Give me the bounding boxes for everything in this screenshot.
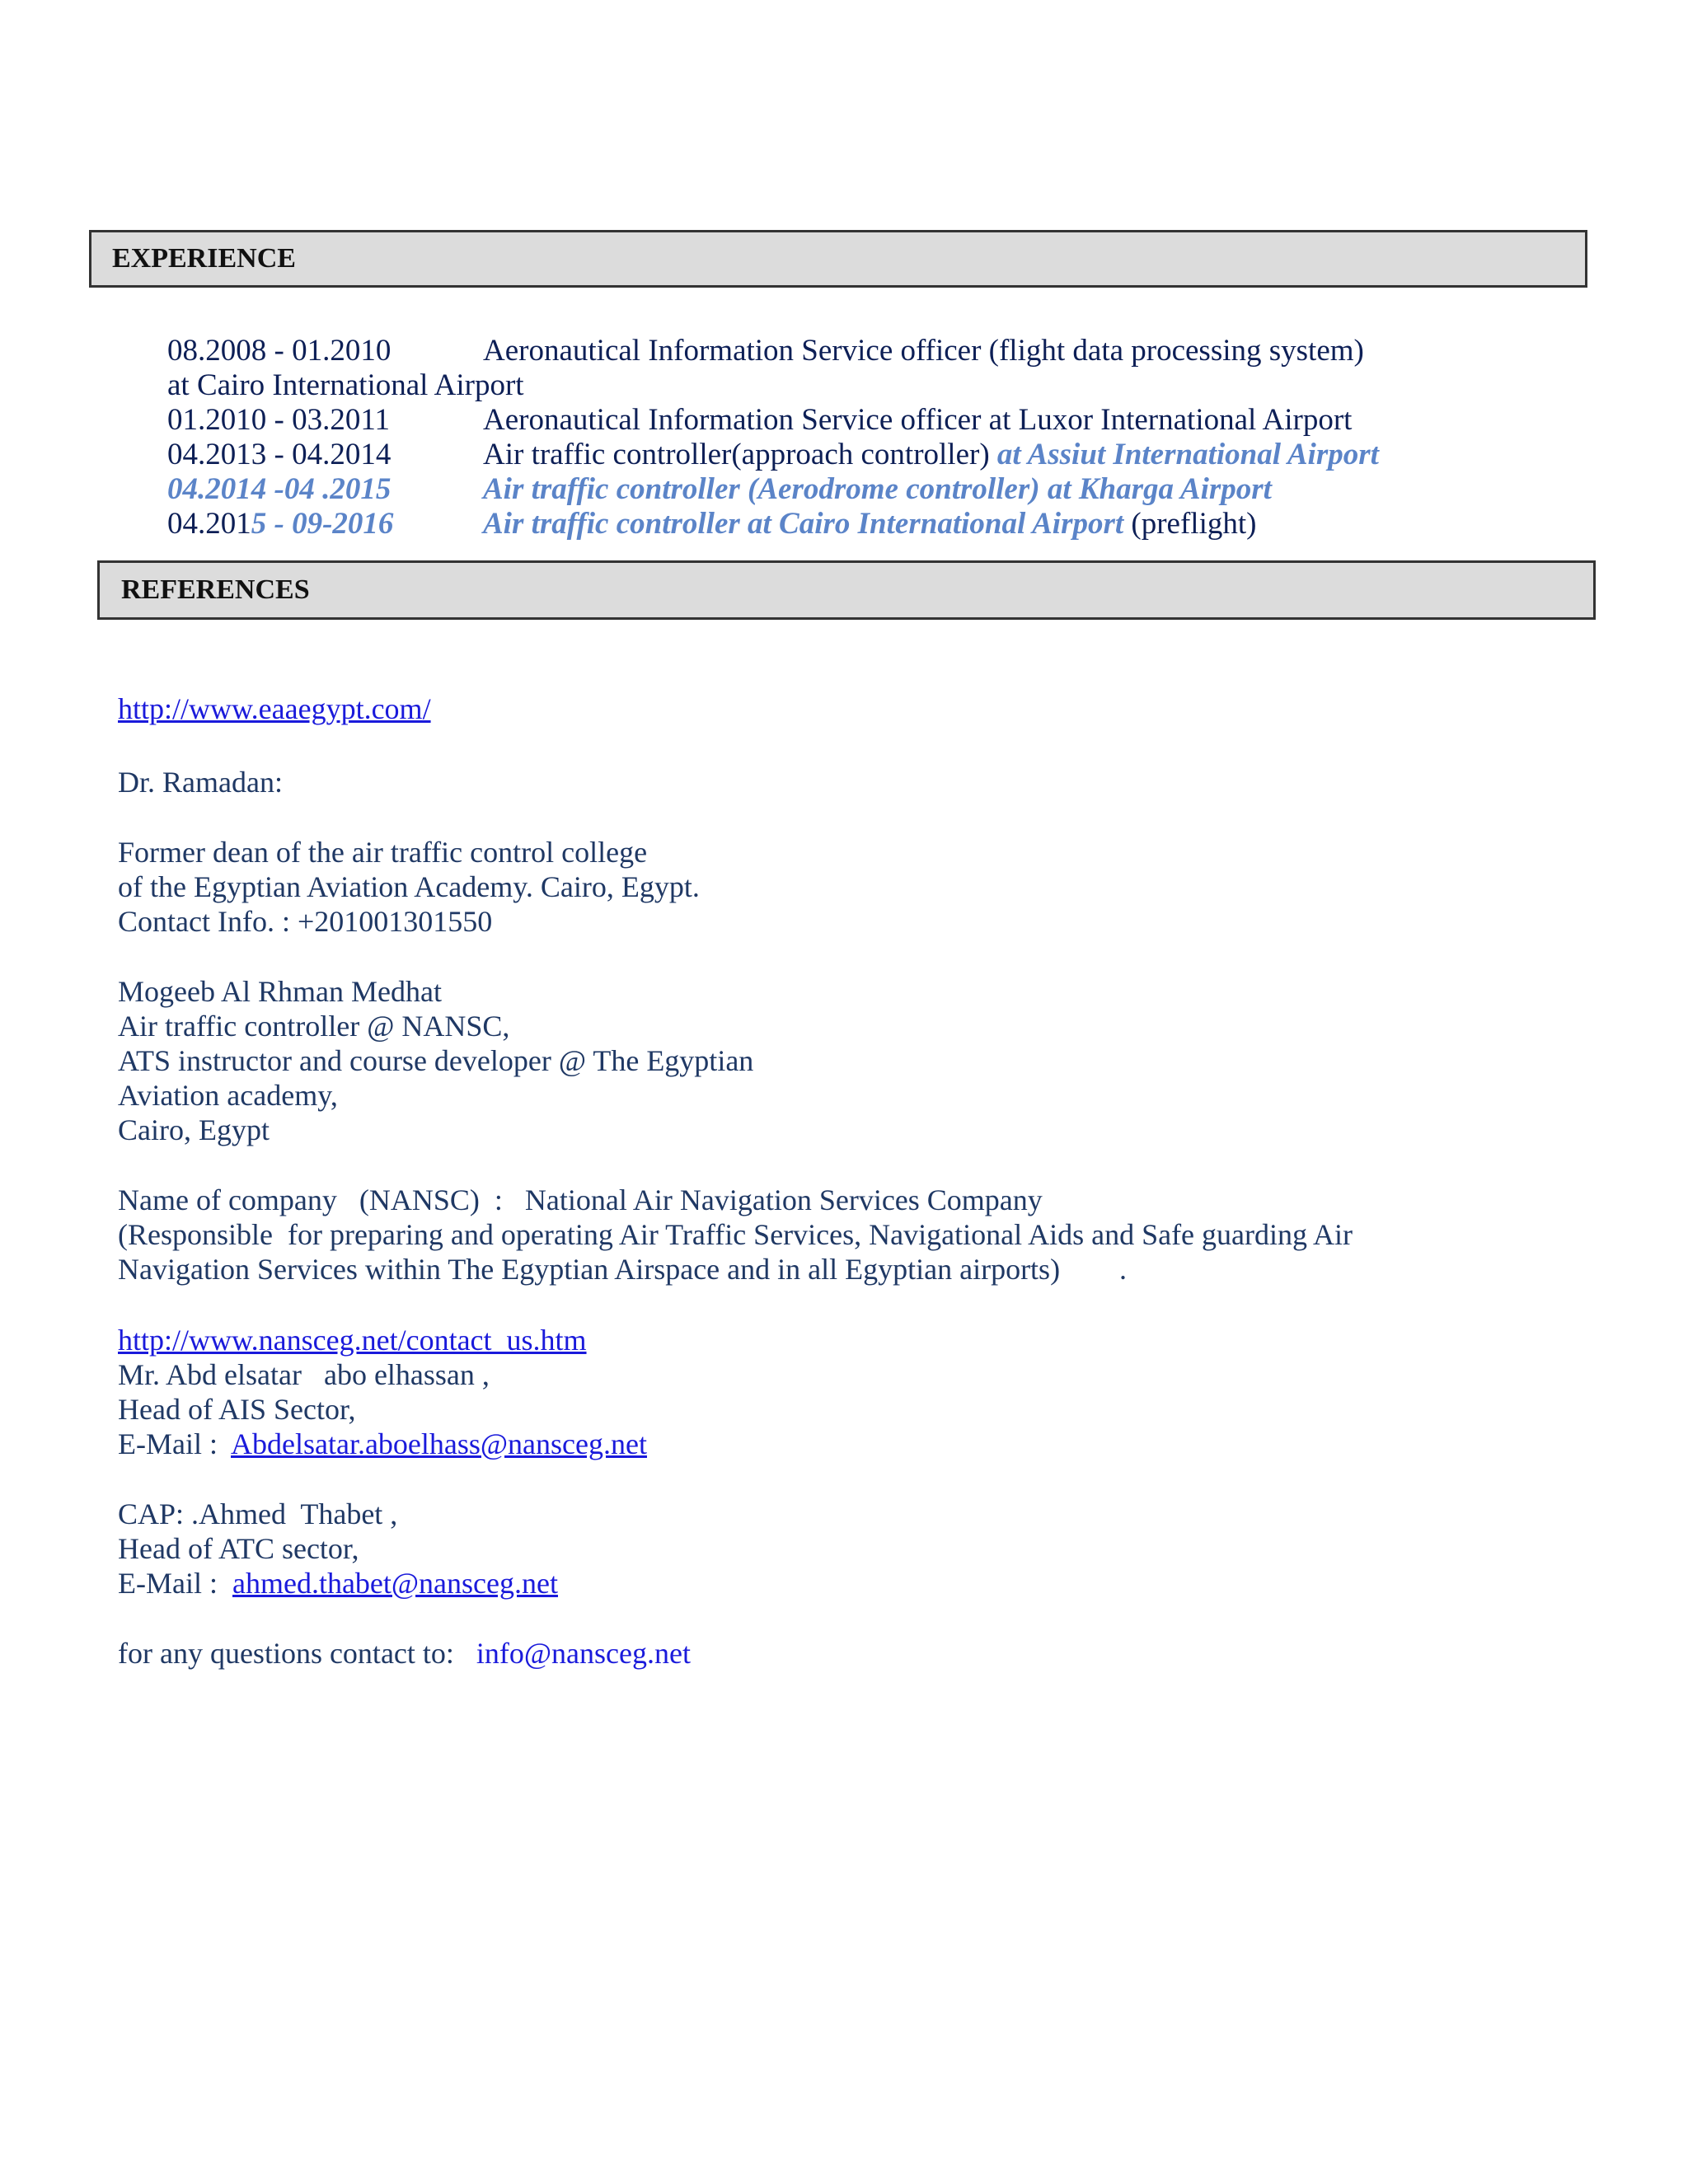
email-link[interactable]: ahmed.thabet@nansceg.net <box>232 1567 558 1600</box>
experience-desc <box>483 438 1379 472</box>
experience-date-highlight: 5 - 09-2016 <box>251 507 394 541</box>
experience-date-text: 04.201 <box>167 507 251 541</box>
experience-row-continued: at Cairo International Airport <box>167 368 524 402</box>
reference-contact: Contact Info. : +201001301550 <box>118 905 493 938</box>
experience-heading <box>89 230 1587 288</box>
email-link[interactable]: Abdelsatar.aboelhass@nansceg.net <box>231 1427 647 1460</box>
experience-date: 08.2008 - 01.2010 <box>167 334 392 368</box>
reference-text: Head of AIS Sector, <box>118 1393 356 1426</box>
experience-desc: Aeronautical Information Service officer (flight data processing system) <box>483 334 1364 368</box>
reference-email-line <box>118 1427 647 1461</box>
references-heading <box>97 560 1596 620</box>
reference-name: Dr. Ramadan: <box>118 766 283 799</box>
reference-name: CAP: .Ahmed Thabet , <box>118 1497 398 1530</box>
experience-date: 01.2010 - 03.2011 <box>167 403 390 437</box>
reference-text: Air traffic controller @ NANSC, <box>118 1010 510 1043</box>
company-name: Name of company (NANSC) : National Air Navigation Services Company <box>118 1183 1043 1216</box>
reference-text: ATS instructor and course developer @ The Egyptian <box>118 1044 754 1077</box>
eaa-link[interactable]: http://www.eaaegypt.com/ <box>118 692 431 725</box>
contact-line <box>118 1636 691 1671</box>
reference-email-line <box>118 1566 558 1601</box>
experience-date: 04.2013 - 04.2014 <box>167 438 392 471</box>
experience-desc-tail: (preflight) <box>1123 507 1257 541</box>
reference-name: Mogeeb Al Rhman Medhat <box>118 975 442 1008</box>
nansc-contact-link[interactable]: http://www.nansceg.net/contact_us.htm <box>118 1324 587 1357</box>
experience-date <box>167 507 393 541</box>
company-description: (Responsible for preparing and operating Air Traffic Services, Navigational Aids and Safe guarding Air <box>118 1218 1353 1251</box>
reference-text: Former dean of the air traffic control college <box>118 836 648 869</box>
email-label: E-Mail : <box>118 1567 232 1600</box>
reference-text: of the Egyptian Aviation Academy. Cairo, Egypt. <box>118 870 700 903</box>
reference-name: Mr. Abd elsatar abo elhassan , <box>118 1358 490 1391</box>
experience-desc-highlight: at Assiut International Airport <box>989 438 1379 471</box>
experience-desc-highlight: Air traffic controller at Cairo International Airport <box>483 507 1124 541</box>
reference-text: Head of ATC sector, <box>118 1532 359 1565</box>
references-heading-text: REFERENCES <box>121 574 310 605</box>
experience-date-highlight: 04.2014 -04 .2015 <box>167 472 392 506</box>
experience-desc <box>483 507 1256 541</box>
company-description: Navigation Services within The Egyptian Airspace and in all Egyptian airports) . <box>118 1253 1128 1286</box>
reference-text: Aviation academy, <box>118 1079 338 1112</box>
experience-desc-highlight: Air traffic controller (Aerodrome controller) at Kharga Airport <box>483 472 1272 506</box>
reference-text: Cairo, Egypt <box>118 1113 270 1146</box>
experience-desc-text: Air traffic controller(approach controller) <box>483 438 990 471</box>
email-label: E-Mail : <box>118 1427 231 1460</box>
contact-email[interactable]: info@nansceg.net <box>476 1637 691 1670</box>
experience-heading-text: EXPERIENCE <box>112 243 296 274</box>
contact-label: for any questions contact to: <box>118 1637 476 1670</box>
experience-desc: Aeronautical Information Service officer at Luxor International Airport <box>483 403 1353 437</box>
